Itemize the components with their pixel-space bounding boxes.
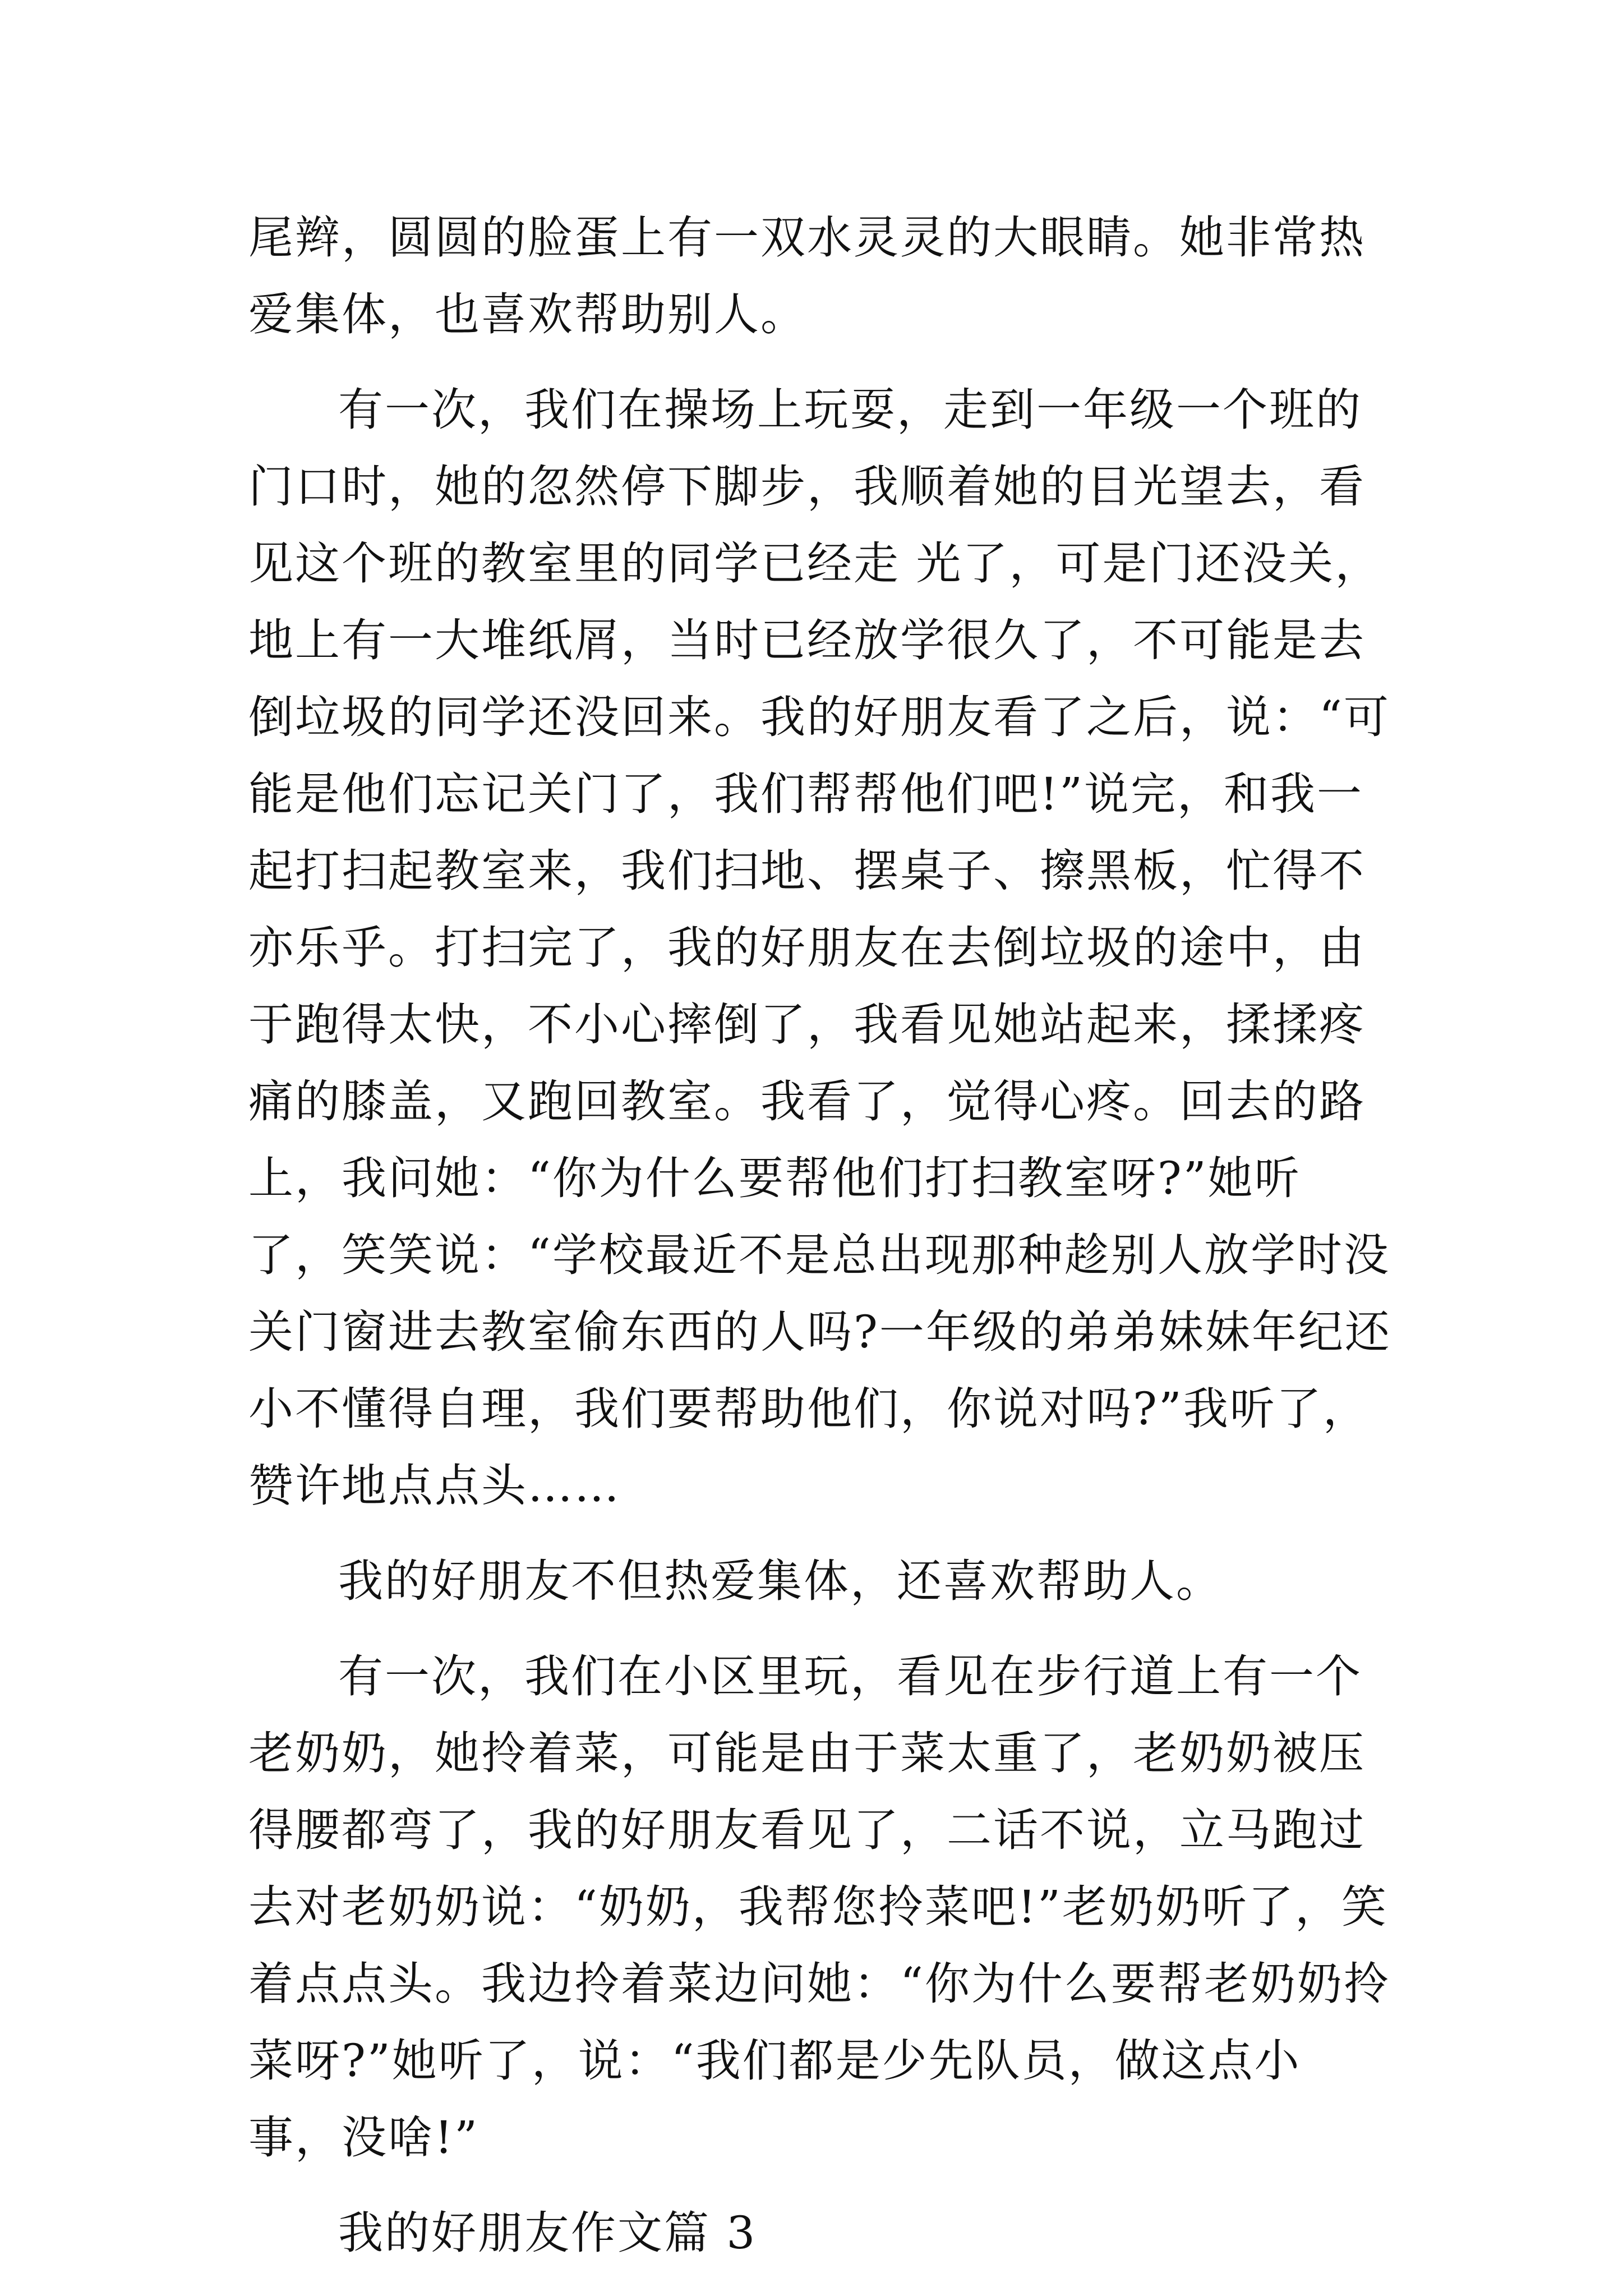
body-text: [248, 199, 1393, 2290]
section-heading: 我的好朋友作文篇 3: [338, 2207, 757, 2259]
paragraph-continuation: 尾辫，圆圆的脸蛋上有一双水灵灵的大眼睛。她非常热爱集体，也喜欢帮助别人。: [248, 211, 1366, 341]
paragraph-summary: 我的好朋友不但热爱集体，还喜欢帮助人。: [338, 1555, 1223, 1607]
paragraph-classroom-story: 有一次，我们在操场上玩耍，走到一年级一个班的门口时，她的忽然停下脚步，我顺着她的目光望去，看见这个班的教室里的同学已经走 光了，可是门还没关，地上有一大堆纸屑，当时已经放学很久了，不可能是去倒垃圾的同学还没回来。我的好朋友看了之后，说：“可能是他们忘记关门了，我们帮帮他们吧!”说完，和我一起打扫起教室来，我们扫地、摆桌子、擦黑板，忙得不亦乐乎。打扫完了，我的好朋友在去倒垃圾的途中，由于跑得太快，不小心摔倒了，我看见她站起来，揉揉疼痛的膝盖，又跑回教室。我看了，觉得心疼。回去的路上，我问她：“你为什么要帮他们打扫教室呀?”她听了，笑笑说：“学校最近不是总出现那种趁别人放学时没关门窗进去教室偷东西的人吗?一年级的弟弟妹妹年纪还小不懂得自理，我们要帮助他们，你说对吗?”我听了，赞许地点点头……: [248, 384, 1391, 1512]
paragraph-grandma-story: 有一次，我们在小区里玩，看见在步行道上有一个老奶奶，她拎着菜，可能是由于菜太重了，老奶奶被压得腰都弯了，我的好朋友看见了，二话不说，立马跑过去对老奶奶说：“奶奶，我帮您拎菜吧!”老奶奶听了，笑着点点头。我边拎着菜边问她：“你为什么要帮老奶奶拎菜呀?”她听了，说：“我们都是少先队员，做这点小事，没啥!”: [248, 1650, 1390, 2164]
